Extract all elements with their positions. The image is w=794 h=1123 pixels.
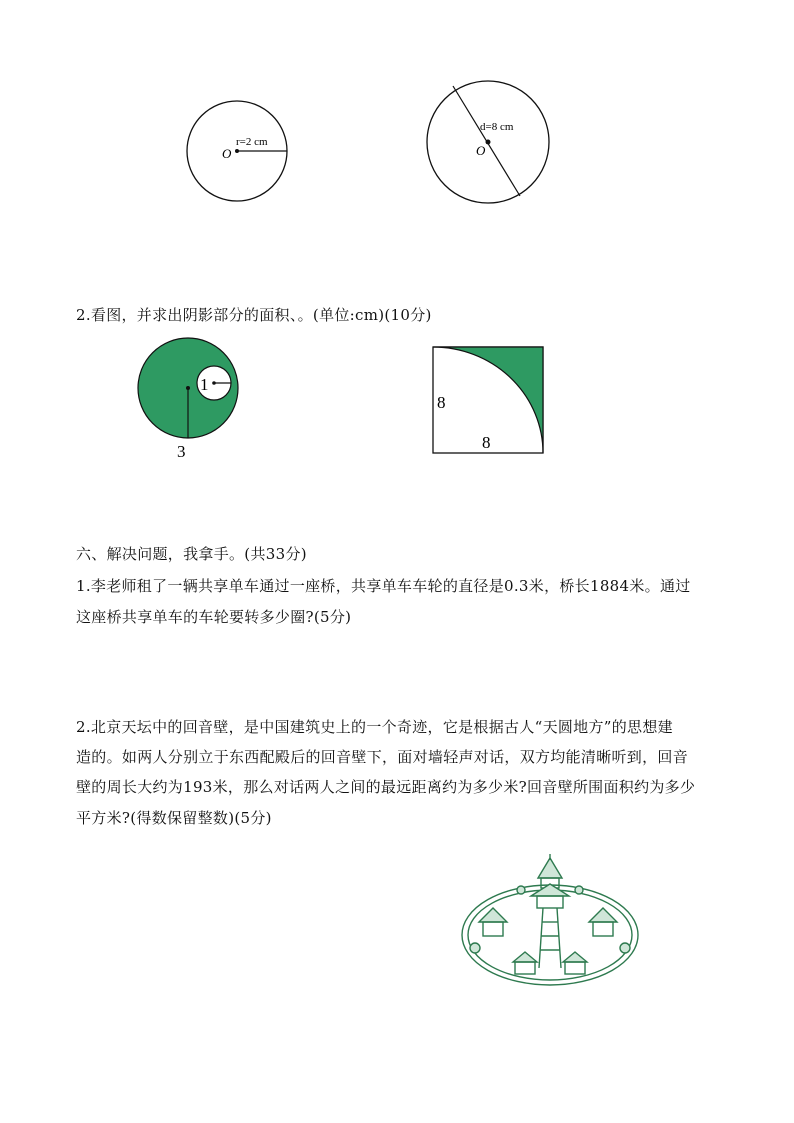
section-6-q1-line2: 这座桥共享单车的车轮要转多少圈?(5分) (76, 608, 352, 626)
section-6-q2-line1: 2.北京天坛中的回音壁，是中国建筑史上的一个奇迹，它是根据古人“天圆地方”的思想建 (76, 718, 673, 736)
tower-lower (537, 896, 563, 908)
right-hall-body (593, 922, 613, 936)
top-circles-figure (0, 0, 794, 240)
question-2-figures (0, 330, 794, 470)
section-6-q1-line1: 1.李老师租了一辆共享单车通过一座桥，共享单车车轮的直径是0.3米，桥长1884米。通过 (76, 577, 691, 595)
tower-roof-top (538, 858, 562, 878)
central-path-right (557, 908, 561, 968)
echo-wall-inner-ring (468, 890, 632, 980)
square-bottom-label: 8 (482, 433, 491, 452)
square-side-label: 8 (437, 393, 446, 412)
echo-wall-illustration (455, 850, 655, 990)
right-hall-roof (589, 908, 617, 922)
section-6-q2-line3: 壁的周长大约为193米，那么对话两人之间的最远距离约为多少米?回音壁所围面积约为多少 (76, 778, 696, 796)
circle-right-diameter-label: d=8 cm (480, 121, 514, 133)
circle-right-center-label: O (476, 143, 486, 158)
section-6-q2-line4: 平方米?(得数保留整数)(5分) (76, 809, 272, 827)
left-hall-body (483, 922, 503, 936)
circle-right-diameter (453, 86, 520, 196)
circle-left-radius-label: r=2 cm (236, 136, 268, 148)
central-path-left (539, 908, 543, 968)
question-2-text: 2.看图，并求出阴影部分的面积、。(单位:cm)(10分) (76, 306, 432, 324)
section-6-q2-line2: 造的。如两人分别立于东西配殿后的回音壁下，面对墙轻声对话，双方均能清晰听到，回音 (76, 748, 689, 766)
annulus-outer-label: 3 (177, 442, 186, 461)
gate-right-roof (563, 952, 587, 962)
echo-wall-outer-ring (462, 885, 638, 985)
gate-left-roof (513, 952, 537, 962)
circle-left-center-label: O (222, 146, 232, 161)
section-6-heading: 六、解决问题，我拿手。(共33分) (76, 545, 307, 563)
left-hall-roof (479, 908, 507, 922)
annulus-inner-label: 1 (200, 375, 209, 394)
